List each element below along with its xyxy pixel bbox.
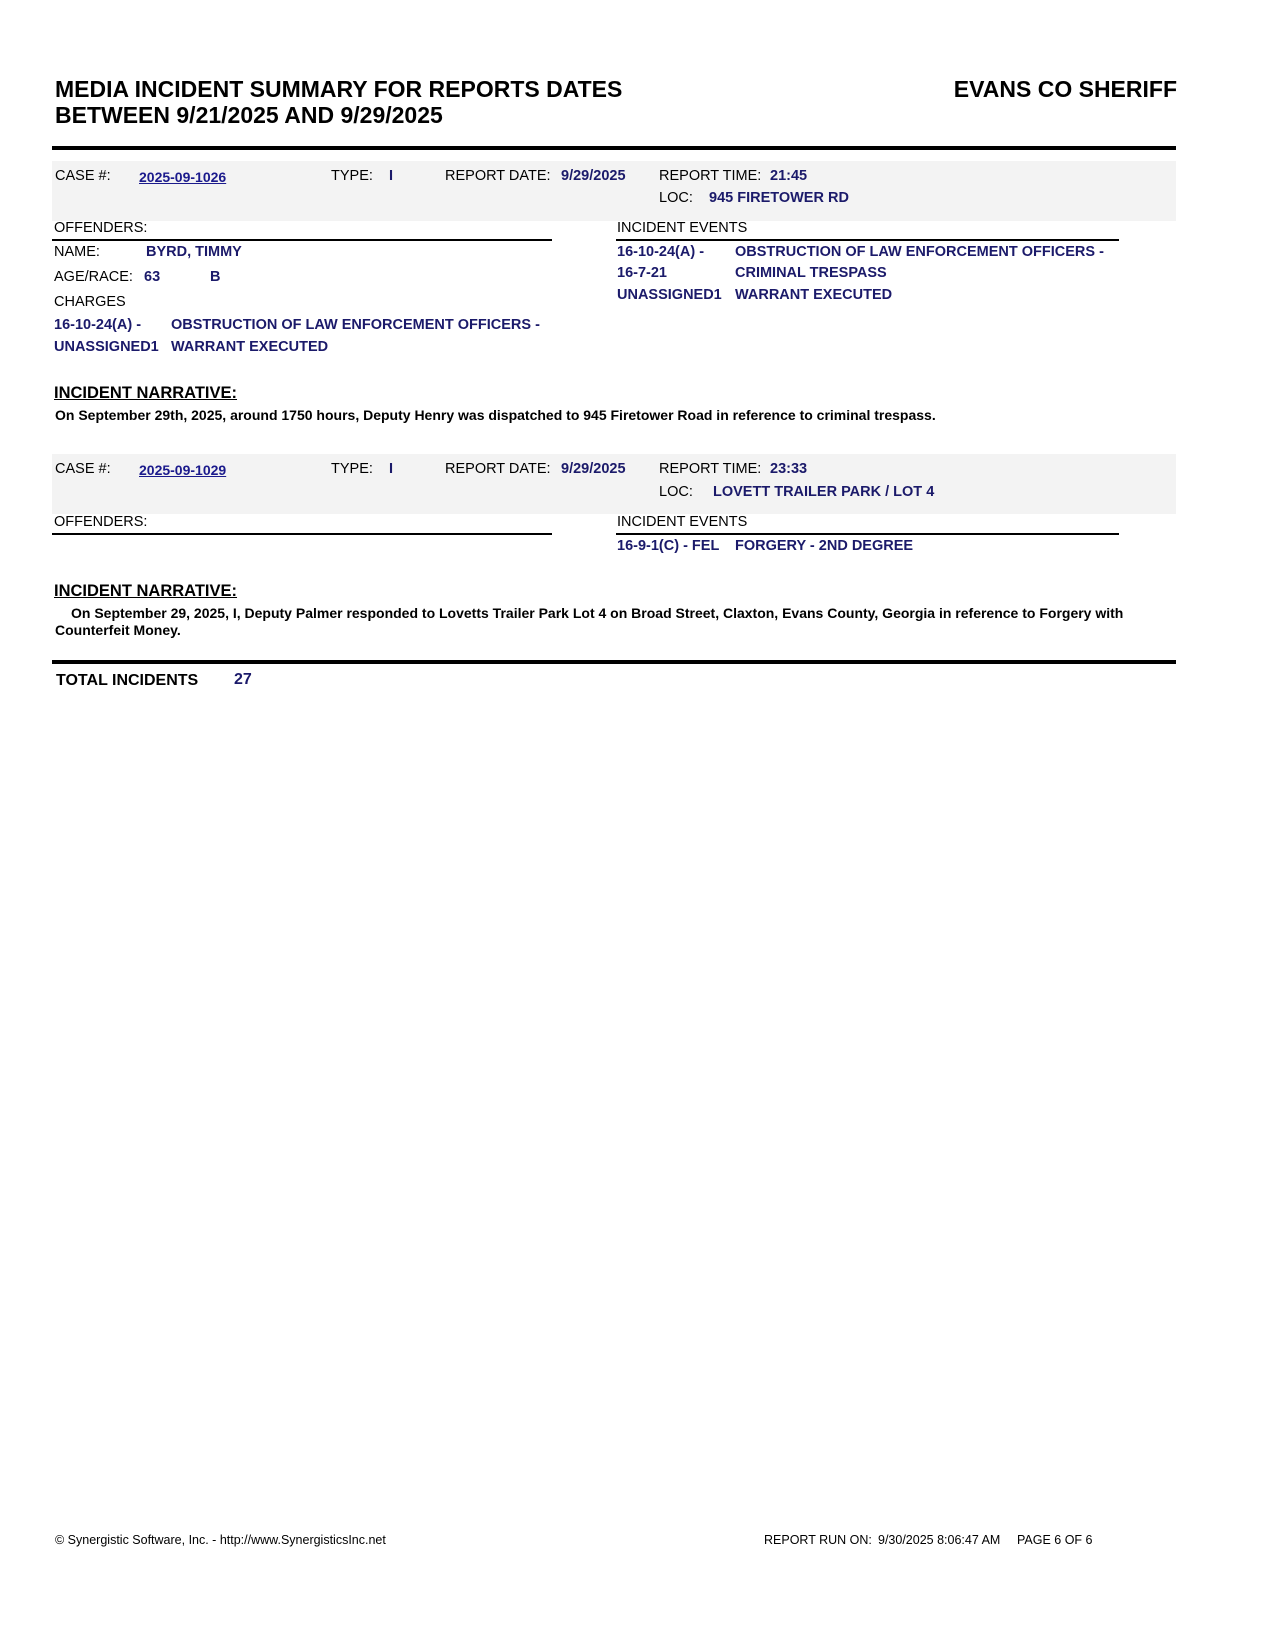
- report-date-label: REPORT DATE:: [445, 461, 551, 477]
- agency-name: EVANS CO SHERIFF: [953, 76, 1177, 102]
- offender-race: B: [210, 269, 221, 285]
- loc-value: 945 FIRETOWER RD: [709, 190, 849, 206]
- event-desc: FORGERY - 2ND DEGREE: [735, 538, 914, 554]
- incident-events-heading: INCIDENT EVENTS: [617, 514, 748, 530]
- incident-events-heading: INCIDENT EVENTS: [617, 220, 748, 236]
- age-race-label: AGE/RACE:: [54, 269, 133, 285]
- offender-age: 63: [144, 269, 161, 285]
- type-label: TYPE:: [331, 461, 373, 477]
- case-label: CASE #:: [55, 168, 111, 184]
- charge-desc: WARRANT EXECUTED: [171, 339, 329, 355]
- charge-desc: OBSTRUCTION OF LAW ENFORCEMENT OFFICERS -: [171, 317, 540, 333]
- page-number: PAGE 6 OF 6: [1017, 1533, 1093, 1547]
- report-title-line1: MEDIA INCIDENT SUMMARY FOR REPORTS DATES: [55, 76, 623, 102]
- report-date-label: REPORT DATE:: [445, 168, 551, 184]
- totals-rule: [52, 660, 1176, 664]
- type-value: I: [389, 168, 394, 184]
- charge-code: 16-10-24(A) -: [54, 317, 142, 333]
- narrative-text: On September 29, 2025, I, Deputy Palmer responded to Lovetts Trailer Park Lot 4 on Broad Street, Claxton, Evans County, Georgia in reference to Forgery with Counterfeit Money.: [55, 605, 1124, 638]
- offenders-underline: [52, 239, 552, 241]
- case-label: CASE #:: [55, 461, 111, 477]
- report-title-line2: BETWEEN 9/21/2025 AND 9/29/2025: [55, 102, 443, 128]
- report-run-label: REPORT RUN ON:: [764, 1533, 872, 1547]
- type-value: I: [389, 461, 394, 477]
- report-time-label: REPORT TIME:: [659, 168, 762, 184]
- case-number-link[interactable]: 2025-09-1026: [139, 169, 227, 185]
- report-time-value: 23:33: [770, 461, 808, 477]
- narrative-heading: INCIDENT NARRATIVE:: [54, 582, 238, 600]
- total-incidents-label: TOTAL INCIDENTS: [56, 672, 199, 689]
- report-date-value: 9/29/2025: [561, 461, 626, 477]
- event-code: 16-10-24(A) -: [617, 244, 705, 260]
- loc-label: LOC:: [659, 190, 693, 206]
- total-incidents-value: 27: [234, 671, 252, 688]
- event-code: UNASSIGNED1: [617, 287, 722, 303]
- offenders-heading: OFFENDERS:: [54, 220, 148, 236]
- event-code: 16-7-21: [617, 265, 667, 281]
- report-time-label: REPORT TIME:: [659, 461, 762, 477]
- footer-copyright: © Synergistic Software, Inc. - http://www.SynergisticsInc.net: [55, 1533, 386, 1547]
- charges-heading: CHARGES: [54, 294, 126, 310]
- event-desc: CRIMINAL TRESPASS: [735, 265, 887, 281]
- offenders-heading: OFFENDERS:: [54, 514, 148, 530]
- loc-label: LOC:: [659, 484, 693, 500]
- event-code: 16-9-1(C) - FEL: [617, 538, 720, 554]
- offenders-underline: [52, 533, 552, 535]
- case-number-link[interactable]: 2025-09-1029: [139, 462, 227, 478]
- event-desc: OBSTRUCTION OF LAW ENFORCEMENT OFFICERS -: [735, 244, 1104, 260]
- narrative-heading: INCIDENT NARRATIVE:: [54, 384, 238, 402]
- event-desc: WARRANT EXECUTED: [735, 287, 893, 303]
- loc-value: LOVETT TRAILER PARK / LOT 4: [713, 484, 935, 500]
- report-run-value: 9/30/2025 8:06:47 AM: [878, 1533, 1001, 1547]
- name-label: NAME:: [54, 244, 100, 260]
- report-time-value: 21:45: [770, 168, 808, 184]
- offender-name: BYRD, TIMMY: [146, 244, 242, 260]
- events-underline: [616, 239, 1119, 241]
- header-rule: [52, 146, 1176, 150]
- type-label: TYPE:: [331, 168, 373, 184]
- charge-code: UNASSIGNED1: [54, 339, 159, 355]
- narrative-text: On September 29th, 2025, around 1750 hours, Deputy Henry was dispatched to 945 Firetower Road in reference to criminal trespass.: [55, 407, 936, 423]
- events-underline: [616, 533, 1119, 535]
- report-date-value: 9/29/2025: [561, 168, 626, 184]
